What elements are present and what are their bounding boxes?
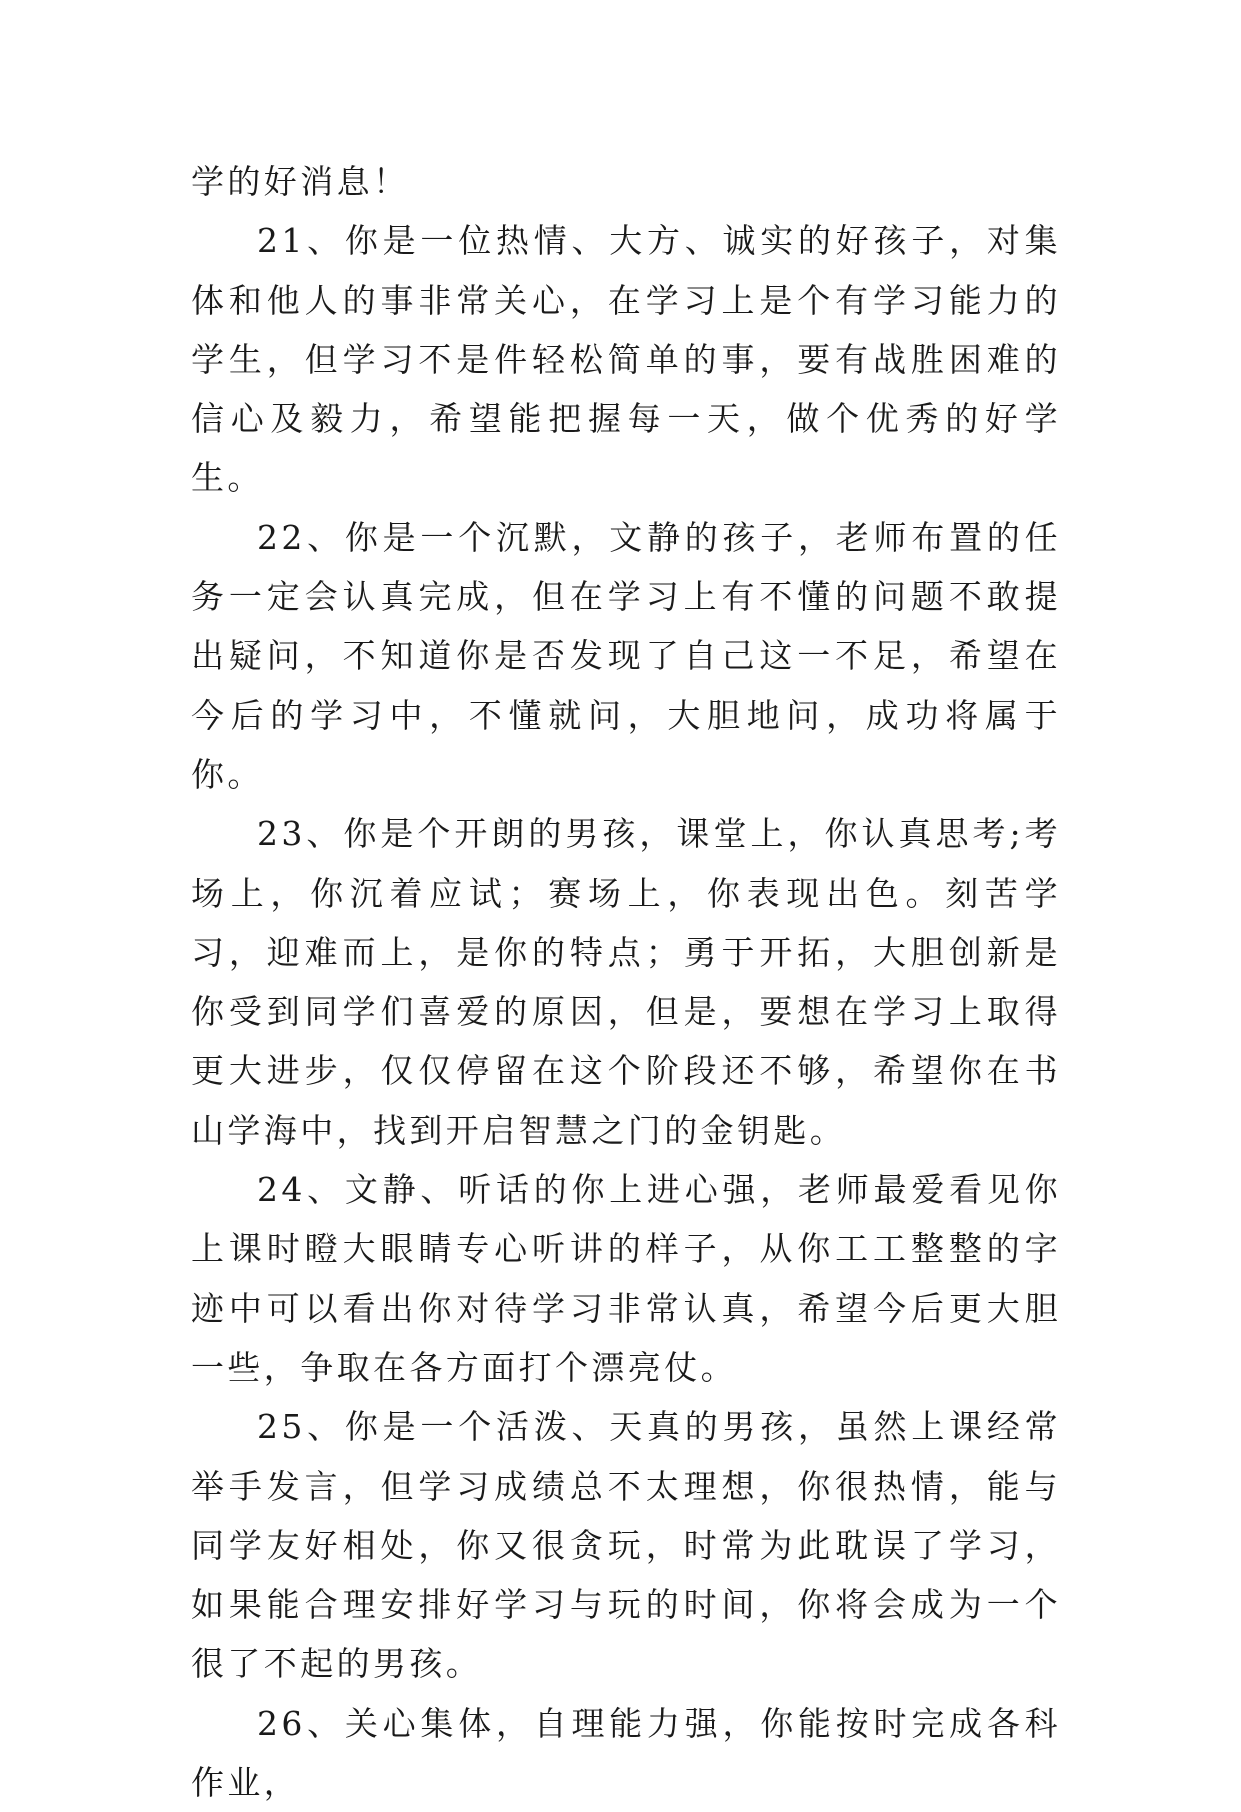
paragraph-comment-23: 23、你是个开朗的男孩，课堂上，你认真思考;考场上，你沉着应试；赛场上，你表现出色。刻苦学习，迎难而上，是你的特点；勇于开拓，大胆创新是你受到同学们喜爱的原因，但是，要想在学习上取得更大进步，仅仅停留在这个阶段还不够，希望你在书山学海中，找到开启智慧之门的金钥匙。 (191, 814, 1061, 1150)
paragraph-comment-22: 22、你是一个沉默，文静的孩子，老师布置的任务一定会认真完成，但在学习上有不懂的问题不敢提出疑问，不知道你是否发现了自己这一不足，希望在今后的学习中，不懂就问，大胆地问，成功将属于你。 (191, 517, 1061, 794)
paragraph-comment-25: 25、你是一个活泼、天真的男孩，虽然上课经常举手发言，但学习成绩总不太理想，你很热情，能与同学友好相处，你又很贪玩，时常为此耽误了学习，如果能合理安排好学习与玩的时间，你将会成为一个很了不起的男孩。 (191, 1407, 1061, 1684)
document-body (191, 152, 1061, 1812)
paragraph-comment-26: 26、关心集体，自理能力强，你能按时完成各科作业， (191, 1703, 1061, 1803)
paragraph-continuation: 学的好消息！ (191, 162, 410, 201)
paragraph-comment-21: 21、你是一位热情、大方、诚实的好孩子，对集体和他人的事非常关心，在学习上是个有学习能力的学生，但学习不是件轻松简单的事，要有战胜困难的信心及毅力，希望能把握每一天，做个优秀的好学生。 (191, 221, 1061, 498)
paragraph-comment-24: 24、文静、听话的你上进心强，老师最爱看见你上课时瞪大眼睛专心听讲的样子，从你工工整整的字迹中可以看出你对待学习非常认真，希望今后更大胆一些，争取在各方面打个漂亮仗。 (191, 1170, 1061, 1387)
